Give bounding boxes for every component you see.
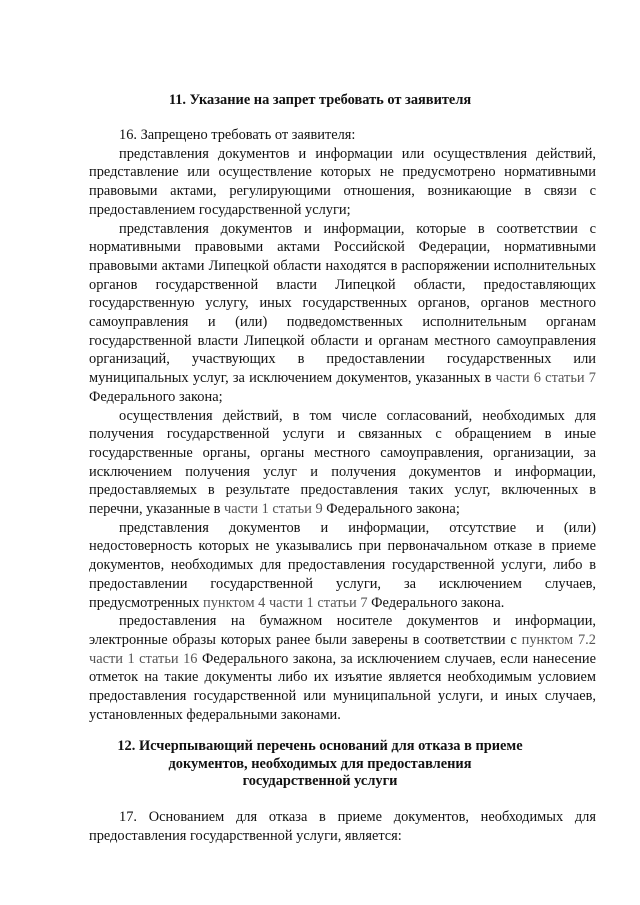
section-11-heading: 11. Указание на запрет требовать от заявителя xyxy=(168,92,472,108)
law-reference-link[interactable]: пунктом 4 части 1 статьи 7 xyxy=(203,594,368,611)
paragraph-text: представления документов и информации, отсутствие и (или) недостоверность которых не указывались при первоначальном отказе в приеме документов, необходимых для предоставления государственной услуги, либо в предоставлении государственной услуги, за исключением случаев, предусмотренных xyxy=(89,519,596,611)
paragraph-text: Федерального закона; xyxy=(89,388,223,405)
paragraph-text: предоставления на бумажном носителе документов и информации, электронные образы которых ранее были заверены в соответствии с xyxy=(89,613,596,648)
paragraph-text: Федерального закона. xyxy=(367,594,505,611)
paragraph-text: представления документов и информации или осуществления действий, представление или осуществление которых не предусмотрено нормативными правовыми актами, регулирующими отношения, возникающие в связи с предоставлением государственной услуги; xyxy=(89,145,596,218)
paragraph-text: представления документов и информации, которые в соответствии с нормативными правовыми актами Российской Федерации, нормативными правовыми актами Липецкой области находятся в распоряжении исполнительных органов государственной власти Липецкой области, предоставляющих государственную услугу, иных государственных органов, органов местного самоуправления и (или) подведомственных исполнительным органам государственной власти Липецкой области и органам местного самоуправления организаций, участвующих в предоставлении государственных или муниципальных услуг, за исключением документов, указанных в xyxy=(89,220,596,387)
paragraph-17: 17. Основанием для отказа в приеме документов, необходимых для предоставления государственной услуги, является: xyxy=(89,809,596,844)
paragraph-text: Федерального закона; xyxy=(322,501,460,518)
section-11-body xyxy=(89,126,596,725)
section-12-heading-line: государственной услуги xyxy=(242,773,398,789)
section-12-heading-line: 12. Исчерпывающий перечень оснований для отказа в приеме xyxy=(117,738,523,754)
law-reference-link[interactable]: части 1 статьи 9 xyxy=(224,501,323,518)
section-12-heading xyxy=(60,738,580,791)
law-reference-link[interactable]: части 6 статьи 7 xyxy=(495,370,596,387)
paragraph-16: 16. Запрещено требовать от заявителя: xyxy=(119,127,356,143)
law-reference-link[interactable]: пунктом 7.2 части 1 статьи 16 xyxy=(89,631,596,667)
item-paragraph xyxy=(89,407,596,519)
item-paragraph xyxy=(89,220,596,407)
paragraph-text: осуществления действий, в том числе согласований, необходимых для получения государственной услуги и связанных с обращением в иные государственные органы, органы местного самоуправления, организации, за исключением получения услуг и получения документов и информации, предоставляемых в результате предоставления таких услуг, включенных в перечни, указанные в xyxy=(89,407,596,518)
paragraph-text: Федерального закона, за исключением случаев, если нанесение отметок на такие документы либо их изъятие является необходимым условием предоставления государственной или муниципальной услуги, и иных случаев, установленных федеральными законами. xyxy=(89,650,596,723)
section-12-body xyxy=(89,808,596,845)
item-paragraph xyxy=(89,145,596,220)
item-paragraph xyxy=(89,612,596,724)
item-paragraph xyxy=(89,519,596,613)
section-12-heading-line: документов, необходимых для предоставления xyxy=(168,755,472,772)
